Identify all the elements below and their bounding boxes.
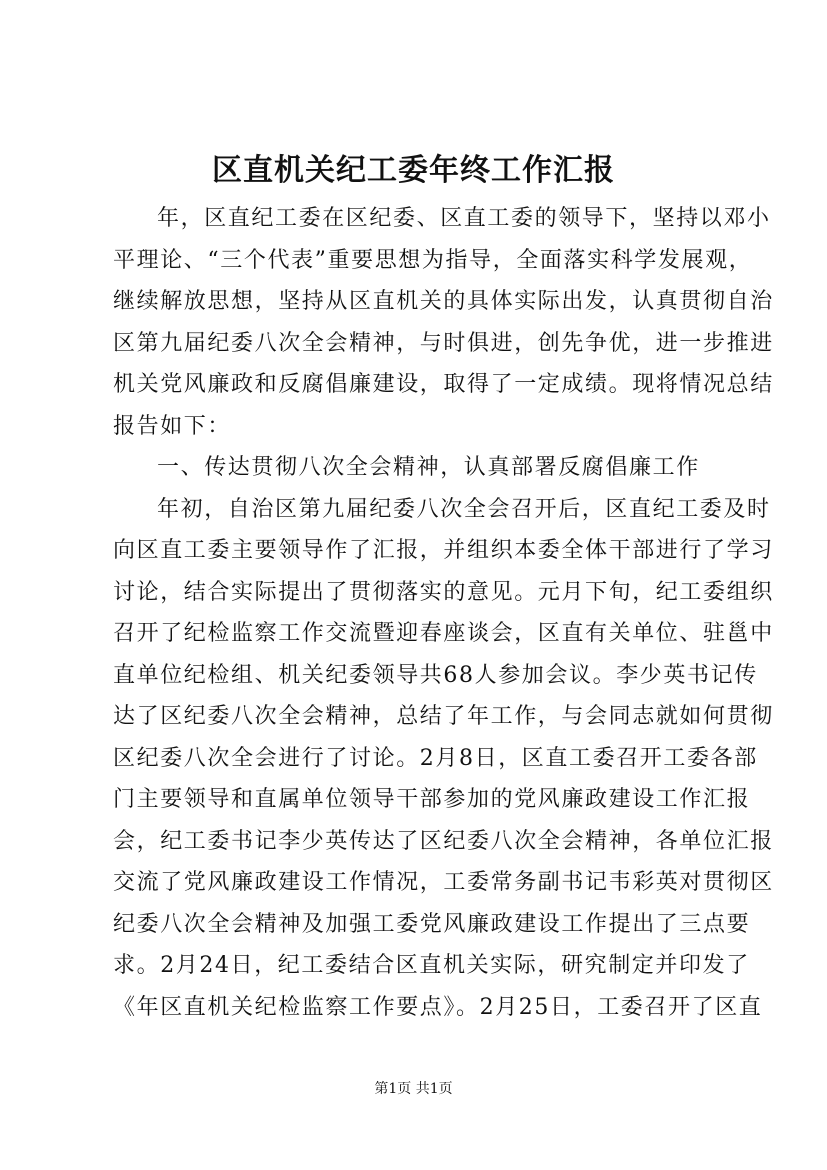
paragraph-line: 报告如下： [113,413,232,439]
document-title: 区直机关纪工委年终工作汇报 [212,153,615,188]
paragraph-line: 机关党风廉政和反腐倡廉建设，取得了一定成绩。现将情况总结 [113,372,774,397]
page-footer: 第1页 共1页 [374,1081,453,1097]
paragraph-line: 求。2月24日，纪工委结合区直机关实际，研究制定并印发了 [113,953,750,978]
paragraph-line: 《年区直机关纪检监察工作要点》。2月25日，工委召开了区直 [113,994,763,1020]
paragraph-line: 召开了纪检监察工作交流暨迎春座谈会，区直有关单位、驻邕中 [113,621,774,646]
paragraph-line: 交流了党风廉政建设工作情况，工委常务副书记韦彩英对贯彻区 [113,870,774,895]
paragraph-line: 区第九届纪委八次全会精神，与时俱进，创先争优，进一步推进 [113,330,774,356]
paragraph-line: 继续解放思想，坚持从区直机关的具体实际出发，认真贯彻自治 [113,289,774,314]
paragraph-line: 达了区纪委八次全会精神，总结了年工作，与会同志就如何贯彻 [113,704,774,729]
paragraph-line: 向区直工委主要领导作了汇报，并组织本委全体干部进行了学习 [113,538,774,563]
paragraph-line: 区纪委八次全会进行了讨论。2月8日，区直工委召开工委各部 [113,745,758,771]
paragraph-line: 平理论、“三个代表”重要思想为指导，全面落实科学发展观， [113,247,753,273]
document-body [113,198,774,1028]
section-heading: 一、传达贯彻八次全会精神，认真部署反腐倡廉工作 [157,455,700,480]
paragraph-line: 纪委八次全会精神及加强工委党风廉政建设工作提出了三点要 [113,911,751,937]
paragraph-line: 年，区直纪工委在区纪委、区直工委的领导下，坚持以邓小 [157,206,771,231]
paragraph-line: 门主要领导和直属单位领导干部参加的党风廉政建设工作汇报 [113,787,751,812]
paragraph-line: 会，纪工委书记李少英传达了区纪委八次全会精神，各单位汇报 [113,828,774,854]
paragraph-line: 讨论，结合实际提出了贯彻落实的意见。元月下旬，纪工委组织 [113,579,774,605]
paragraph-line: 直单位纪检组、机关纪委领导共68人参加会议。李少英书记传 [113,662,758,688]
paragraph-line: 年初，自治区第九届纪委八次全会召开后，区直纪工委及时 [157,496,771,522]
